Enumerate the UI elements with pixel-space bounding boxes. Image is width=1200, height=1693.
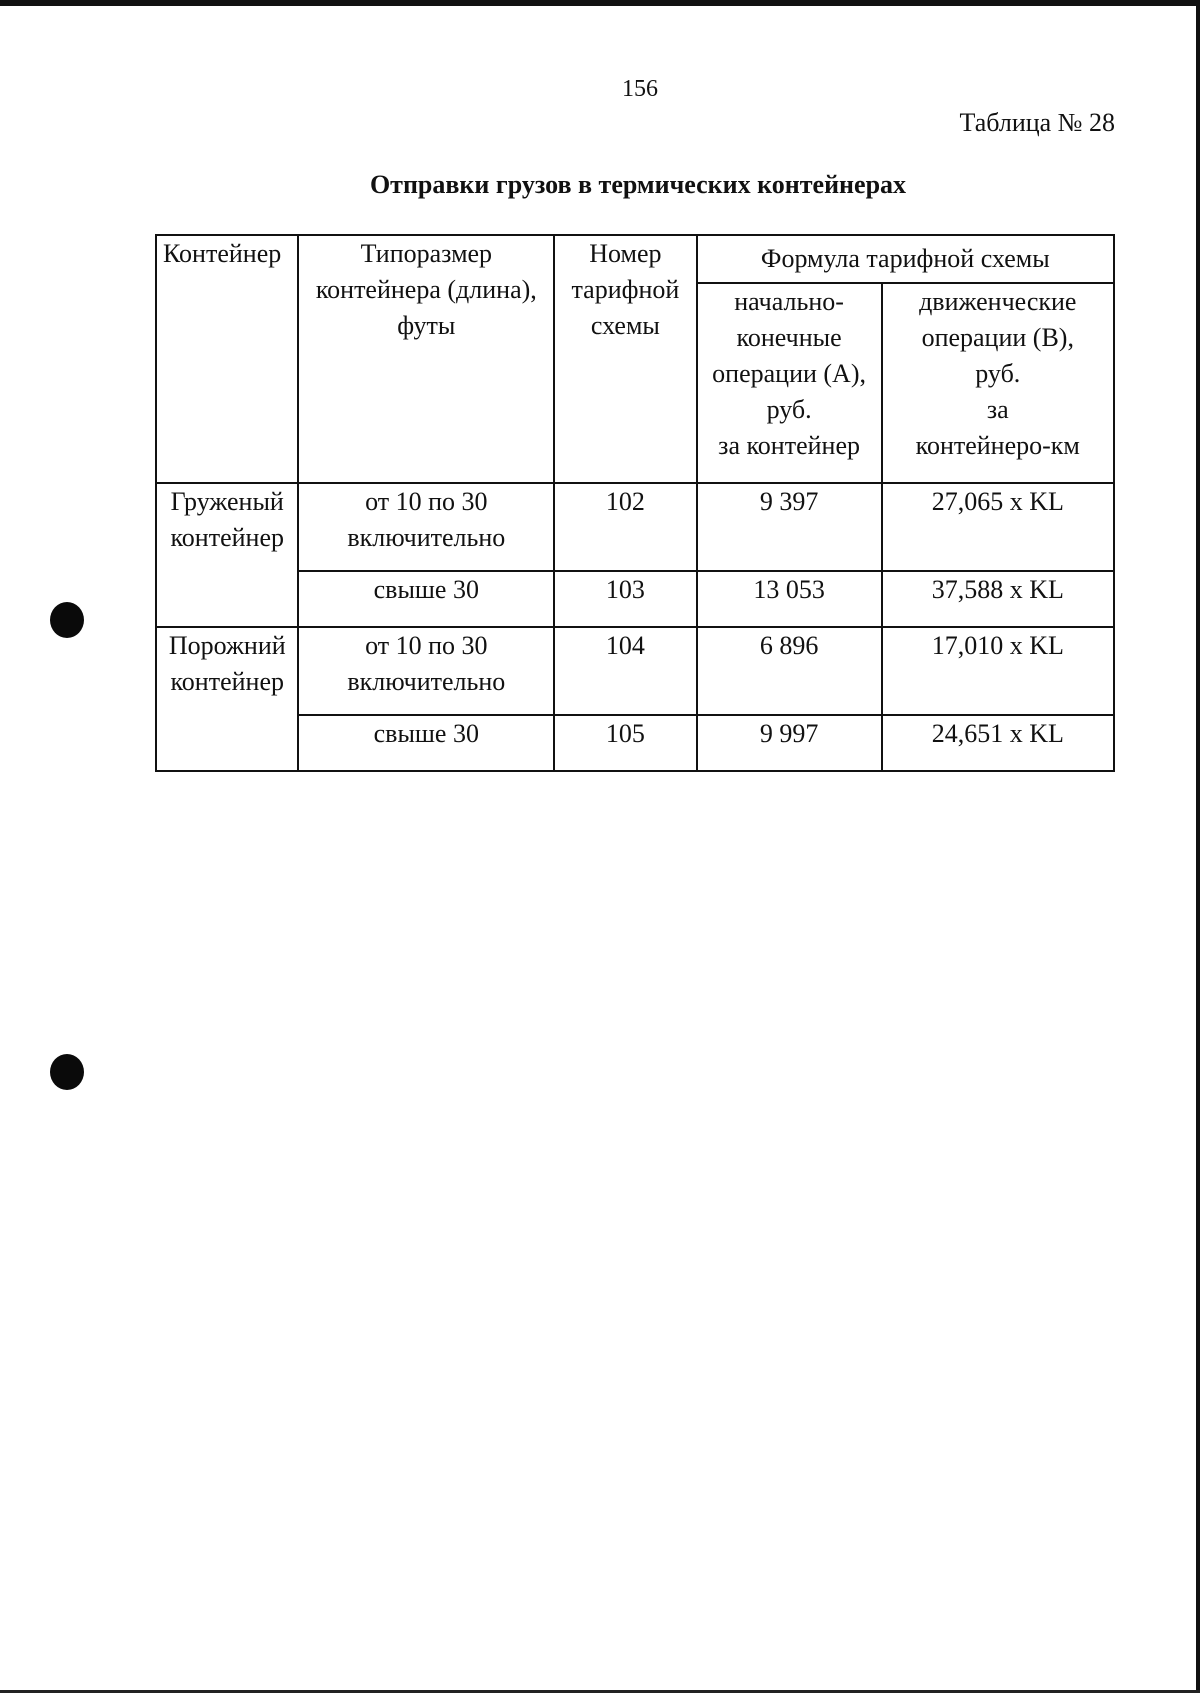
header-operations-a xyxy=(697,283,882,483)
document-title: Отправки грузов в термических контейнерах xyxy=(369,170,907,199)
header-a-line: конечные xyxy=(736,323,842,352)
header-size xyxy=(298,235,554,483)
cell-operations-a: 6 896 xyxy=(697,627,882,715)
cell-scheme-number: 103 xyxy=(554,571,696,627)
cell-operations-b: 24,651 х KL xyxy=(882,715,1114,771)
group-label-line: контейнер xyxy=(170,523,284,552)
table-label: Таблица № 28 xyxy=(959,108,1115,137)
group-label-empty xyxy=(156,627,298,771)
header-size-line: контейнера (длина), xyxy=(315,275,537,304)
header-formula: Формула тарифной схемы xyxy=(697,235,1114,283)
cell-size: свыше 30 xyxy=(298,715,554,771)
cell-size-line: от 10 по 30 xyxy=(365,487,488,516)
header-number-line: Номер xyxy=(589,239,662,268)
scan-border-top xyxy=(0,0,1200,6)
cell-size xyxy=(298,627,554,715)
header-a-line: за контейнер xyxy=(718,431,860,460)
table-header-row xyxy=(156,235,1114,283)
header-a-line: руб. xyxy=(766,395,812,424)
header-b-line: движенческие xyxy=(919,287,1077,316)
cell-size-line: включительно xyxy=(347,667,506,696)
header-scheme-number xyxy=(554,235,696,483)
group-label-line: Порожний xyxy=(168,631,286,660)
table-row xyxy=(156,483,1114,571)
header-number-line: схемы xyxy=(590,311,660,340)
header-b-line: операции (В), xyxy=(921,323,1074,352)
header-b-line: за xyxy=(986,395,1009,424)
cell-operations-a: 9 397 xyxy=(697,483,882,571)
group-label-line: Груженый xyxy=(170,487,284,516)
cell-size xyxy=(298,483,554,571)
header-number-line: тарифной xyxy=(571,275,680,304)
page-number: 156 xyxy=(622,76,658,102)
cell-scheme-number: 105 xyxy=(554,715,696,771)
cell-operations-b: 37,588 х KL xyxy=(882,571,1114,627)
cell-size-line: включительно xyxy=(347,523,506,552)
punch-hole-mark xyxy=(50,1054,84,1090)
header-b-line: руб. xyxy=(975,359,1021,388)
header-size-line: Типоразмер xyxy=(360,239,493,268)
header-container xyxy=(156,235,298,483)
cell-scheme-number: 102 xyxy=(554,483,696,571)
tariff-table xyxy=(155,234,1115,772)
cell-size-line: от 10 по 30 xyxy=(365,631,488,660)
scan-border-right xyxy=(1196,0,1200,1693)
table-row xyxy=(156,571,1114,627)
header-b-line: контейнеро-км xyxy=(915,431,1080,460)
header-a-line: начально- xyxy=(734,287,844,316)
table-row xyxy=(156,627,1114,715)
cell-operations-b: 17,010 х KL xyxy=(882,627,1114,715)
cell-operations-a: 9 997 xyxy=(697,715,882,771)
header-a-line: операции (А), xyxy=(712,359,866,388)
group-label-loaded xyxy=(156,483,298,627)
table-row xyxy=(156,715,1114,771)
header-size-line: футы xyxy=(397,311,456,340)
cell-size: свыше 30 xyxy=(298,571,554,627)
group-label-line: контейнер xyxy=(170,667,284,696)
cell-operations-a: 13 053 xyxy=(697,571,882,627)
cell-scheme-number: 104 xyxy=(554,627,696,715)
punch-hole-mark xyxy=(50,602,84,638)
header-container-label: Контейнер xyxy=(163,239,282,268)
cell-operations-b: 27,065 х KL xyxy=(882,483,1114,571)
header-operations-b xyxy=(882,283,1114,483)
